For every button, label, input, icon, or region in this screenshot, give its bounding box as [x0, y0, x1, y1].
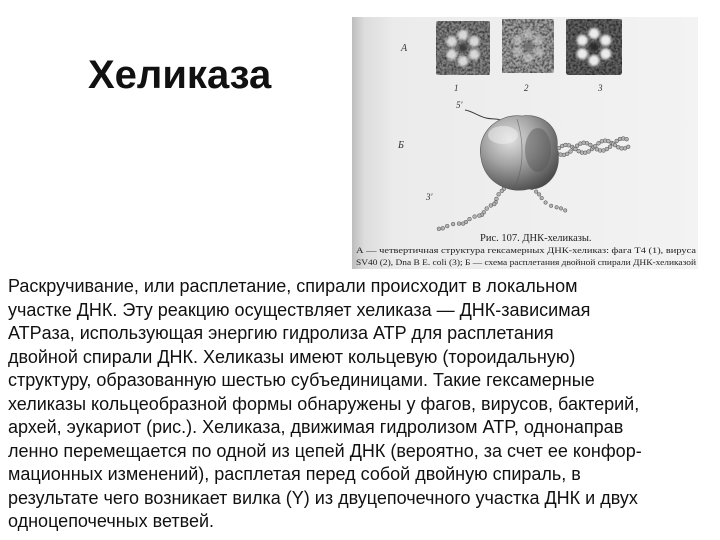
dna-bead [461, 222, 465, 226]
five-prime-label: 5' [456, 100, 463, 110]
subunit-blob [446, 36, 457, 47]
body-text [8, 275, 714, 534]
dna-bead [500, 189, 504, 193]
dna-bead [468, 217, 472, 221]
subunit-blob [513, 35, 523, 45]
figure-caption-line: SV40 (2), Dna B E. coli (3); Б — схема расплетания двойной спирали ДНК-хеликазой [356, 257, 697, 267]
dna-bead [569, 150, 573, 154]
dna-bead [477, 214, 481, 218]
body-line: результате чего возникает вилка (Y) из двуцепочечного участка ДНК и двух [8, 487, 638, 508]
micrograph-label-2: 2 [524, 83, 529, 93]
helicase-figure [352, 17, 698, 269]
dna-bead [555, 206, 559, 210]
subunit-blob [469, 49, 480, 60]
dna-bead [534, 190, 538, 194]
micrograph-3 [566, 19, 622, 75]
subunit-blob [589, 28, 600, 39]
dna-bead [540, 196, 544, 200]
subunit-blob [513, 47, 523, 57]
figure-caption-line: А — четвертичная структура гексамерных ДНК-хеликаз: фага Т4 (1), вируса [356, 245, 697, 255]
dna-bead [605, 147, 609, 151]
figure-caption-title: Рис. 107. ДНК-хеликазы. [480, 233, 592, 244]
central-channel [524, 42, 532, 50]
dna-bead [559, 207, 563, 211]
body-line: участке ДНК. Эту реакцию осуществляет хеликаза — ДНК-зависимая [8, 299, 591, 320]
body-line: двойной спирали ДНК. Хеликазы имеют кольцевую (тороидальную) [8, 346, 576, 367]
body-line: мационных изменений), расплетая перед собой двойную спираль, в [8, 464, 581, 484]
dna-bead [608, 145, 612, 149]
subunit-blob [446, 49, 457, 60]
dna-bead [437, 227, 441, 231]
dna-bead [549, 204, 553, 208]
dna-bead [497, 192, 501, 196]
micrograph-label-1: 1 [454, 83, 459, 93]
dna-bead [587, 150, 591, 154]
helicase-hexamer [480, 116, 558, 191]
dna-bead [588, 143, 592, 147]
subunit-blob [458, 30, 469, 41]
body-line: структуру, образованную шестью субъединицами. Такие гексамерные [8, 370, 595, 390]
subunit-blob [533, 35, 543, 45]
subunit-blob [533, 47, 543, 57]
dna-bead [537, 193, 541, 197]
subunit-blob [523, 53, 533, 63]
dna-bead [451, 222, 455, 226]
central-channel [590, 43, 598, 51]
dna-bead [489, 204, 493, 208]
dna-bead [565, 152, 569, 156]
three-prime-label: 3' [426, 192, 433, 202]
subunit-blob [589, 55, 600, 66]
dna-bead [457, 222, 461, 226]
panel-b-label: Б [398, 140, 404, 151]
dna-bead [544, 201, 548, 205]
dna-bead [445, 224, 449, 228]
helicase-figure-drawing [352, 17, 698, 269]
panel-a-label: А [401, 43, 408, 54]
subunit-blob [577, 48, 588, 59]
body-line: одноцепочечных ветвей. [8, 511, 215, 531]
subunit-blob [577, 35, 588, 46]
body-line: Раскручивание, или расплетание, спирали происходит в локальном [8, 276, 578, 296]
body-line: ATPаза, использующая энергию гидролиза ATP для расплетания [8, 323, 554, 343]
subunit-blob [600, 35, 611, 46]
slide-title: Хеликаза [88, 53, 272, 97]
subunit-blob [469, 36, 480, 47]
subunit-blob [523, 29, 533, 39]
micrograph-1 [436, 21, 490, 75]
body-line: хеликазы кольцеобразной формы обнаружены у фагов, вирусов, бактерий, [8, 393, 640, 414]
dna-bead [563, 209, 567, 213]
dna-bead [441, 226, 445, 230]
body-line: архей, эукариот (рис.). Хеликаза, движимая гидролизом ATP, однонаправ [8, 417, 624, 437]
dna-bead [495, 197, 499, 201]
micrograph-label-3: 3 [598, 83, 603, 93]
subunit-blob [600, 48, 611, 59]
body-line: ленно перемещается по одной из цепей ДНК (вероятно, за счет ее конфор- [8, 440, 642, 461]
dna-bead [626, 145, 630, 149]
subunit-blob [458, 56, 469, 67]
dna-bead [625, 137, 629, 141]
dna-bead [485, 207, 489, 211]
dna-bead [473, 215, 477, 219]
micrograph-2 [502, 19, 554, 73]
central-channel [459, 44, 467, 52]
